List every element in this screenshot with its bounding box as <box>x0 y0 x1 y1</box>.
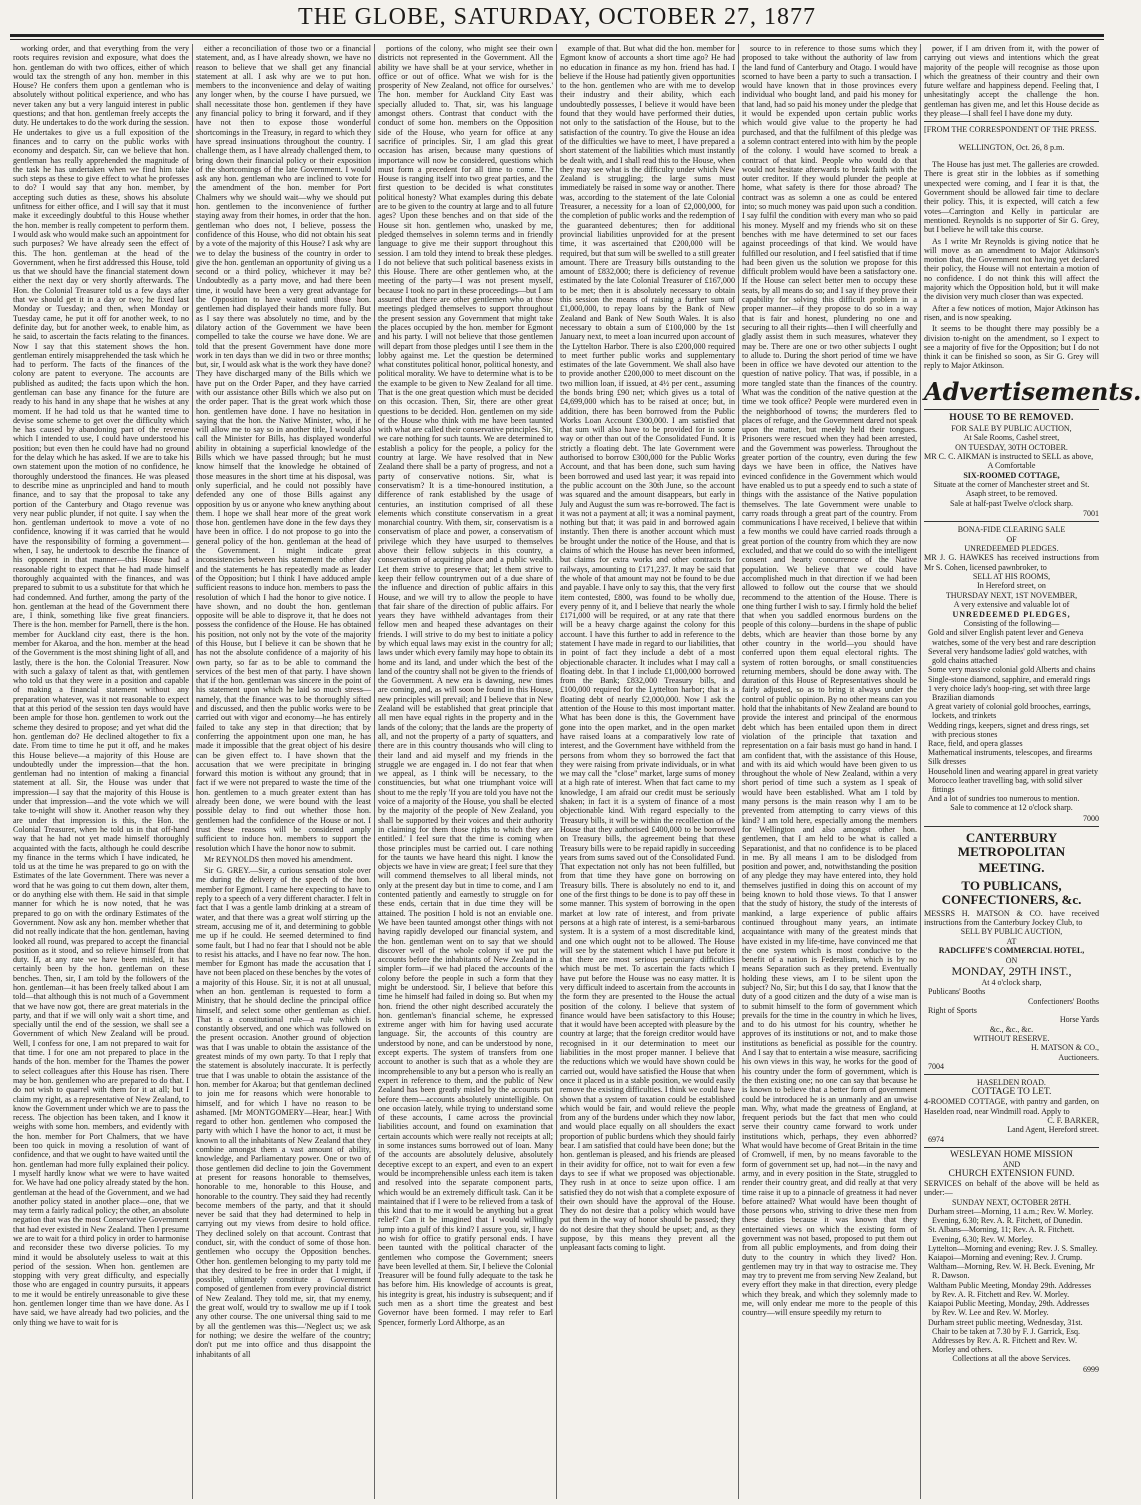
ad-line: Situate at the corner of Manchester street and St. Asaph street, to be removed. <box>933 480 1090 499</box>
ad-heading: BONA-FIDE CLEARING SALE <box>957 525 1066 535</box>
column-1 <box>10 44 192 1499</box>
ad-body: MESSRS H. MATSON & CO. have received instructions from the Canterbury Jockey Club, to <box>924 908 1099 928</box>
ad-line: Sale at half-past Twelve o'clock sharp. <box>950 498 1073 508</box>
article-text: power, if I am driven from it, with the power of carrying out views and intentions which the great majority of the people will recognise as those upon which the greatness of their country and their own future welfare and happiness depend. Feeling that, I unhesitatingly accept the challenge the hon. gentleman has given me, and let this House decide as they please—I shall feel I have done my duty. <box>924 44 1099 119</box>
divider <box>924 1147 1099 1148</box>
ad-list-item: Publicans' Booths <box>928 987 986 997</box>
ad-list-item: Single-stone diamond, sapphire, and emerald rings <box>928 674 1091 684</box>
press-dateline: WELLINGTON, Oct. 26, 8 p.m. <box>958 142 1065 152</box>
divider <box>924 1074 1099 1075</box>
ad-list-item: Some very massive colonial gold Alberts and chains <box>928 665 1096 675</box>
ad-meeting <box>924 831 1099 1072</box>
ad-list-item: &c., &c., &c. <box>989 1024 1034 1034</box>
masthead-rule <box>10 34 1104 37</box>
ad-list-item: Durham street—Morning, 11 a.m.; Rev. W. Morley. Evening, 6.30; Rev. A. R. Fitchett, of Dunedin. <box>928 1207 1094 1226</box>
ad-list-item: Household linen and wearing apparel in great variety <box>928 766 1098 776</box>
ad-list-item: Kaiapoi—Morning and evening; Rev. J. Crump. <box>928 1253 1083 1263</box>
ad-house-removed <box>924 413 1099 519</box>
column-3 <box>374 44 556 1499</box>
ad-cottage <box>924 1078 1099 1143</box>
ad-number: 7000 <box>1083 813 1099 823</box>
ad-body: 4-ROOMED COTTAGE, with pantry and garden, on Haselden road, near Windmill road. Apply to <box>924 1097 1099 1116</box>
ad-line: SELL AT HIS ROOMS, <box>972 572 1051 582</box>
ad-number: 7004 <box>928 1062 944 1072</box>
press-text: The House has just met. The galleries are crowded. There is great stir in the lobbies as if something unexpected were coming, and I fear it is that, the Government should be allowed fair time to declare their policy. This, it is expected, will catch a few votes—Carrington and Kelly in particular are mentioned. Reynolds is no supporter of Sir G. Grey, but I believe he will take this course. <box>924 160 1099 235</box>
ad-list-item: St. Albans—Morning, 11; Rev. A. R. Fitchett. Evening, 6.30; Rev. W. Morley. <box>928 1225 1075 1244</box>
article-text: portions of the colony, who might see their own districts not represented in the Government. All the ability we have shall be at your service, whether in office or out of office. What we wish for is the prosperity of New Zealand, not office for ourselves.' The hon. member for Auckland City East was specially alluded to. That, sir, was his language amongst others. Contrast that conduct with the conduct of some hon. members on the Opposition side of the House, who yearn for office at any sacrifice of principles. Sir, I am glad this great occasion has arisen, because many questions of importance will now be considered, questions which must form a precedent for all time to come. The House is ranging itself into two great parties, and the first question to be decided is what constitutes political honesty? What examples during this debate are to be given to the country at large and to all future ages? Upon these benches and on that side of the House sit hon. gentlemen who, unasked by me, pledged themselves in solemn terms and in friendly language to give me their support throughout this session. I am told they intend to break these pledges. I do not believe that such political baseness exists in this House. There are other gentlemen who, at the meeting of the party—I was not present myself, because I took no part in these proceedings—but I am assured that there are other gentlemen who at those meetings pledged themselves to support throughout the present session any Government that might take the places occupied by the hon. member for Egmont and his party. I will not believe that those gentlemen will depart from those pledges until I see them in the lobby against me. Let the question be determined what constitutes political honor, political honesty, and political morality. We have to determine what is to be the example to be given to New Zealand for all time. That is the one great question which must be decided on this occasion. Then, Sir, there are other great questions to be decided. Hon. gentlemen on my side of the House who think with me have been taunted with what are called their conservative principles. Sir, we care nothing for such taunts. We are determined to establish a policy for the people, a policy for the country at large. We have resolved that in New Zealand there shall be a party of progress, and not a party of conservative notions. Sir, what is conservatism? It is a time-honoured institution, a difference of rank established by the usage of centuries, an institution comprised of all these elements which constitute conservatism in a great monarchial country. With them, sir, conservatism is a conservatism of place and power, a conservatism of privilege which they have usurped to themselves above their fellow subjects in this country, a conservatism of acquiring place and a public wealth. Let them strive to preserve that; let them strive to keep their fellow countrymen out of a due share of the influence and direction of public affairs in this House, and we will try to allow the people to have that fair share of the direction of public affairs. For years they have withheld advantages from their fellow men and heaped these advantages on their friends. I will strive to do my best to initiate a policy by which equal laws may exist in the country for all; laws under which every family may hope to obtain its home and its land, and under which the best of the land of the country shall not be given to the friends of the Government. A new era is dawning, new times are coming, and, as will soon be found in this House, new principles will prevail; and I believe that in New Zealand will be established that great principle that all men have equal rights in the property and in the lands of the colony; that the lands are the property of all, and not the property of a party of squatters, and there are in this country thousands who will cling to their land and aid myself and my friends in the struggle we are engaged in. I do not fear that when we appeal, as I think will be necessary, to the constituencies, but what one triumphant voice will shout to me the reply 'If you are told you have not the voice of a majority of the House, you shall be elected by the majority of the people of New Zealand, you shall be supported by their voices and their authority in claiming for them those rights to which they are entitled.' I feel sure that the time is coming when those principles must be carried out. I care nothing for the taunts we have heard this night. I know the objects we have in view are great; I feel sure that they will commend themselves to all liberal minds, not only at the present day but in time to come, and I am contented patiently and earnestly to struggle on for these ends, certain that in due time they will be attained. The position I hold is not an enviable one. We have been taunted amongst other things with not having rapidly developed our financial system, and the hon. gentleman went on to say that we should discover well of the whole colony if we put the accounts before the inhabitants of New Zealand in a simpler form—if we had placed the accounts of the colony before the people in such a form that they might be understood. Sir, I believe that before this time he himself had failed in doing so. But when my hon. friend the other night described accurately the hon. gentleman's financial scheme, he expressed extreme anger with him for having used accurate language. Sir, the accounts of this country are understood by none, and can be understood by none, except experts. The system of transfers from one account to another is such that as a whole they are incomprehensible to any but a person who is really an expert in reference to them, and the public of New Zealand has been greatly misled by the accounts put before them—accounts absolutely unintelligible. On one occasion lately, while trying to understand some of these accounts, I came across the provincial liabilities account, and found on examination that certain accounts which were really not receipts at all; in some instances sums borrowed out of loan. Many of the accounts are absolutely delusive, absolutely deceptive except to an expert, and even to an expert would be incomprehensible unless each item is taken and resolved into the separate component parts, which would be an extremely difficult task. Can it be maintained that if I were to be relieved from a task of this kind that to me it would be anything but a great relief? Can it be imagined that I would willingly jump into a gulf of this kind? I assure you, sir, I have no wish for office to gratify personal ends. I have been taunted with the political character of the gentlemen who compose the Government; sneers have been levelled at them. Sir, I believe the Colonial Treasurer will be found fully adequate to the task he has before him. His knowledge of accounts is great, his integrity is great, his industry is subsequent; and if such men as a short time the greatest and best Governor have been formed. I may refer to Earl Spencer, formerly Lord Althorpe, as an <box>378 44 553 1327</box>
press-text: It seems to be thought there may possibly be a division to-night on the amendment, so I expect to see a majority of five for the Opposition; but I do not think it can be finished so soon, as Sir G. Grey will reply to Major Atkinson. <box>924 324 1099 371</box>
ad-list-item: Mathematical instruments, telescopes, and firearms <box>928 748 1093 758</box>
ad-list-item: Collections at all the above Services. <box>952 1354 1071 1364</box>
ad-line: At Sale Rooms, Cashel street, <box>963 433 1060 443</box>
masthead-rule-thin <box>10 39 1104 40</box>
ad-body: SERVICES on behalf of the above will be held as under:— <box>924 1179 1099 1198</box>
ad-line: A Comfortable <box>987 461 1036 471</box>
ad-number: 6974 <box>928 1134 944 1144</box>
press-text: After a few notices of motion, Major Atkinson has risen, and is now speaking. <box>924 303 1099 322</box>
ad-list-item: SUNDAY NEXT, OCTOBER 28TH. <box>952 1197 1071 1207</box>
ad-list-item: Lyttelton—Morning and evening; Rev. J. S. Smalley. <box>928 1243 1098 1253</box>
ad-list-item: Silk dresses <box>928 757 966 767</box>
columns <box>10 44 1141 1499</box>
ad-heading: HASELDEN ROAD. <box>977 1078 1046 1088</box>
ad-heading: UNREDEEMED PLEDGES. <box>964 544 1059 554</box>
ad-line: H. MATSON & CO., <box>1030 1043 1099 1053</box>
ad-list-item: Durham street public meeting, Wednesday, 31st. Chair to be taken at 7.30 by F. J. Garrick, Esq. Addresses by Rev. A. R. Fitchett and Rev. W. Morley and others. <box>928 1317 1083 1355</box>
ad-line: SIX-ROOMED COTTAGE, <box>963 470 1060 480</box>
ad-heading: CHURCH EXTENSION FUND. <box>948 1168 1075 1179</box>
ad-line: Sale to commence at 12 o'clock sharp. <box>950 803 1073 813</box>
article-text: source to in reference to those sums which they proposed to take without the authority of law from the land fund of Canterbury and Otago. I would have scorned to have been a party to such a transaction. I would have known that in those provinces every individual who bought land, and paid his money for that land, had so paid his money under the pledge that it would be expended upon certain public works which would give value to the property he had purchased, and that the fulfilment of this pledge was a solemn contract entered into with him by the people of the colony. I would have scorned to break a contract of that kind. People who would do that would not hesitate afterwards to break faith with the outer creditor. If they would plunder the people at home, what safety is there for those abroad? The contract was as solemn a one as could be entered into; so much money was paid upon such a condition. I say fulfil the condition with every man who so paid his money. Myself and my friends who sit on these benches with me have determined to set our faces against proceedings of that kind. We would have fulfilled our resolution, and I feel satisfied that if time had been given us the solution we propose for this difficult problem would have been a satisfactory one. If the House can select better men to occupy these seats, by all means do so; and I say if they prove their capability for solving this difficult problem in a proper manner—if they propose to do so in a way that is fair and honest, plundering no one and securing to all their rights—then I will cheerfully and gladly assist them in such measures, whatever they may be. There are one or two other subjects I ought to allude to. During the short period of time we have been in office we have devoted our attention to the question of native policy. That was, if possible, in a more tangled state than the finances of the country. What was the condition of the native question at the time we took office? People were murdered even in the neighborhood of towns; the murderers fled to places of refuge, and the Government dared not speak upon the matter, but meekly held their tongues. Prisoners were rescued when they had been arrested, and the Government was powerless. Throughout the greater portion of the country, even during the few days we have been in office, the Natives have evinced confidence in the Government which would have enabled us to put a speedy end to such a state of things with the assistance of the Native population themselves. The late Government were unable to carry roads through a great part of the country. From communications I have received, I believe that within a few months we could have carried roads through a great portion of the country from which they are now excluded, and that we could do so with the intelligent consent and hearty concurrence of the Native population. We believe that we could have accomplished much in that direction if we had been allowed to follow out the course that we should recommend to the attention of the House. There is one thing further I wish to say. I firmly hold the belief that when you saddled enormous burdens on the people of this colony—burdens in the shape of public debts, which are heavier than those borne by any other country in the world—you should have conferred upon them equal electoral rights. The system of rotten boroughs, or small constituencies returning members, should be done away with. The duration of this House of Representatives should be fairly adjusted, so as to bring it always under the control of public opinion. By no other means can you hold that the inhabitants of New Zealand are bound to provide the interest and principal of the enormous debt which has been entailed upon them in direct violation of the principle that taxation and representation on a fair basis must go hand in hand. I am confident that, with the assistance of this House, and with its aid which would have been given to us throughout the whole of New Zealand, within a very short period of time such a system as I speak of would have been established. What am I told by many persons is the main reason why I am to be prevented from attempting to carry views of this kind? I am told here, especially among the members for Wellington and also amongst other hon. gentlemen, that I am held to be what is called a Separationist, and that no confidence is to be placed in me. By all means I am to be dislodged from position and power, and, notwithstanding the position of any pledge they may have entered into, they hold themselves justified in doing this on account of my being known to hold those views. To that I answer that the study of history, the study of the interests of mankind, a large experience of public affairs continued throughout many years, an intimate acquaintance with many of the greatest minds that have existed in my life-time, have convinced me that the one system which is most conducive to the benefit of a nation is Federalism, which is by no means Separation such as they pretend. Eventually holding these views, am I to be silent upon the subject? No, Sir; but this I do say, that I know that the duty of a good citizen and the duty of a wise man is to submit himself to the form of government which prevails for the time in the country in which he lives, and to do his utmost for his country, whether he approves of its institutions or not, and to make those institutions as beneficial as possible for the country. And I say that to entertain a wise measure, sacrificing his own views in this way, he works for the good of his country under the form of government, which is the then existing one; no one can say that because he is known to believe that a better form of government could be introduced he is an unmanly and an unwise man. Why, what made the greatness of England, at frequent periods but the fact that men who could serve their country came forward to work under institutions which, perhaps, they even abhorred? What would have become of Great Britain in the time of Cromwell, if men, by no means favorable to the form of government set up, had not—in the navy and army, and in every position in the State, struggled to render their country great, and did really at that very time raise it up to a pinnacle of greatness it had never before attained? What would have been thought of those persons who, striving to drive these men from these duties because it was known that they entertained views on which the existing form of government was not based, proposed to put them out from all public employments, and from doing their duty to the country in which they lived? Hon. gentlemen may try in that way to ostracise me. They may try to prevent me from serving New Zealand, but every effort they make in that direction, every pledge which they break, and which they solemnly made to me, will only endear me more to the people of this country—will ensure speedily my return to <box>742 44 917 1318</box>
ad-line: AT <box>1006 936 1017 946</box>
ad-line: Consisting of the following— <box>963 619 1060 629</box>
ad-line: AND <box>1002 1160 1021 1170</box>
ad-list-item: Right of Sports <box>928 1005 977 1015</box>
ad-list-item: Waltham—Morning, Rev. W. H. Beck. Evening, Mr R. Dawson. <box>928 1262 1095 1281</box>
ad-line: ON <box>1005 955 1018 965</box>
ad-list-item: And a lot of sundries too numerous to mention. <box>928 794 1080 804</box>
article-text: Mr REYNOLDS then moved his amendment. <box>204 854 353 864</box>
ad-list-item: Race, field, and opera glasses <box>928 738 1023 748</box>
ad-line: OF <box>1006 534 1017 544</box>
ad-line: Auctioneers. <box>1058 1052 1099 1062</box>
masthead-title: THE GLOBE, SATURDAY, OCTOBER 27, 1877 <box>298 4 816 30</box>
ad-line: A very extensive and valuable lot of <box>953 600 1070 610</box>
column-2 <box>192 44 374 1499</box>
masthead <box>0 4 1114 31</box>
column-4 <box>556 44 738 1499</box>
press-text: As I write Mr Reynolds is giving notice that he will move as an amendment to Major Atkinson's motion that, the Government not having yet declared their policy, the House will not entertain a motion of no confidence. I do not think this will affect the majority which the Opposition hold, but it will make the division very much closer than was expected. <box>924 236 1099 302</box>
ad-list-item: Gold and silver English patent lever and Geneva watches, some of the very best and rare description <box>928 628 1096 647</box>
article-text: either a reconciliation of those two or a financial statement, and, as I have already shown, we have no reason to believe that we shall get any financial statement at all. I ask why are we to put hon. members to the inconvenience and delay of waiting any longer when, by the course I have pursued, we shall necessitate those hon. gentlemen if they have any financial policy to bring it forward, and if they have not then to expose those wonderful shortcomings in the Treasury, in regard to which they have spread insinuations throughout the country. I challenge them, as I have already challenged them, to bring down their financial policy or their exposition of the shortcomings of the late Government. I would ask any hon. gentleman who are inclined to vote for the amendment of the hon. member for Port Chalmers why we should wait—why we should put hon. gentlemen to the inconvenience of further staying away from their homes, in order that the hon. gentleman who does not, I believe, possess the confidence of this House, who did not obtain his seat by a vote of the majority of this House? I ask why are we to delay the business of the country in order to give the hon. gentleman an opportunity of giving us a second or a third policy, whichever it may be? Undoubtedly as a party move, and had there been time, it would have been a very great advantage for the Opposition to have waited until those hon. gentlemen had displayed their hands more fully. But as I say there was absolutely no time, and by the dilatory action of the Government we have been compelled to take the course we have done. We are told that the present Government have done more work in ten days than we did in two or three months; but, sir, I would ask what is the work they have done? They have discharged many of the Bills which we have put on the Order Paper, and they have carried with our assistance other Bills which we also put on the order paper. That is the great work which those hon. gentlemen have done. I have no hesitation in saying that the hon. the Native Minister, who, if he will allow me to say so in another title, I would also call the Minister for Bills, has displayed wonderful ability in obtaining a superficial knowledge of the Bills which we have passed through; but he must know himself that the knowledge he obtained of those measures in the short time at his disposal, was only superficial, and he could not possibly have defended any one of those Bills against any opposition by us or anyone who knew anything about them. I hope we shall hear more of the great work those hon. gentlemen have done in the few days they have been in office. I do not propose to go into the general policy of the hon. gentleman at the head of the Government. I might indicate great inconsistencies between his statement the other day and the statements he has repeatedly made as leader of the Opposition; but I think I have adduced ample sufficient reasons to induce hon. members to pass the resolution of which I had the honor to give notice. I have shown, and no doubt the hon. gentleman opposite will be able to disprove it, that he does not possess the confidence of the House. He has obtained his position, not only not by the vote of the majority of this House, but I believe it can be shown that he has not the absolute confidence of a majority of his own party, so far as to be able to command the services of the best men of that party. I have shown that if the hon. gentleman was sincere in the point of his statement upon which he laid so much stress—namely, that the finance was to be thoroughly sifted and discussed, and then the public works were to be carried out with vigor and economy—he has entirely failed to take any step in that direction; that by conferring the appointment upon one man, he has made it impossible that the great object of his desire can be given effect to. I have shown that the accusation that we were precipitate in bringing forward this motion is without any ground; that in fact if we were not prepared to waste the time of the hon. gentlemen to a much greater extent than has already been done, we were bound with the least possible delay to find out whether those hon. gentlemen had the confidence of the House or not. I trust these reasons will be considered amply sufficient to induce hon. members to support the resolution which I have the honor now to submit. <box>196 44 371 853</box>
ad-list-item: Kaiapoi Public Meeting, Monday, 29th. Addresses by Rev. W. Lee and Rev. W. Morley. <box>928 1299 1090 1318</box>
ad-number: 7001 <box>1083 509 1099 519</box>
ad-list-item: Wedding rings, keepers, signet and dress rings, set with precious stones <box>928 720 1090 739</box>
divider <box>924 121 1099 122</box>
ad-list-item: Confectioners' Booths <box>1028 996 1099 1006</box>
ad-body: MR C. C. AIKMAN is instructed to SELL as above, <box>924 451 1094 461</box>
divider <box>924 409 1099 410</box>
article-text: working order, and that everything from the very roots requires revision and exposure, what does the hon. gentleman do with two offices, either of which would tax the strength of any hon. member in this House? He confers them upon a gentleman who is absolutely without political experience, and who has never taken any but a very languid interest in public questions; and that hon. gentleman freely accepts the duty. He undertakes to do the work during the session. He undertakes to give us a full exposition of the finances and to carry on the public works with economy and despatch. Sir, can we believe that hon. gentleman has really apprehended the magnitude of the task he has undertaken when we find him take such steps as these to give effect to what he professes to do? I would say that any hon. member, by accepting such duties as these, shows his absolute unfitness for either office, and I will say that it must make it exceedingly doubtful to this House whether the hon. member is really competent to perform them. I would ask who would make such an appointment for such purposes? We have already seen the effect of this. The hon. gentleman at the head of the Government, when he first addressed this House, told us that we should have the financial statement down either the next day or very shortly afterwards. The Hon. the Colonial Treasurer told us a few days after that we should get it in a day or two; he fixed last Monday or Tuesday; and then, when Monday or Tuesday came, he put it off for another week, to no definite day, but for another week, to enable him, as he said, to ascertain the facts relating to the finances. Now I say that this statement shows the hon. gentleman entirely misapprehended the task which he had to perform. The facts of the finances of the colony are patent to everyone. The accounts are published as audited; the facts upon which the hon. gentleman can base any finance for the future are ready to his hand in any shape that he wishes at any moment. If he had told us that he wanted time to devise some scheme to get over the difficulty which he has caused by abandoning part of the revenue which I intended to use, I could have understood his position; but even then he could have had no ground for the delay which he has asked. If we are to take his own statement upon the motion of no confidence, he thoroughly understood the finances. He was pleased to describe mine as unprincipled and hand to mouth finance, and to say that the proposal to take any portion of the Canterbury and Otago revenue was very near public plunder, if not quite. I say when the hon. gentleman undertook to move a vote of no confidence, knowing if it was carried that he would have the responsibility of forming a government—when, I say, he undertook to describe the finance of his opponent in that manner—this House had a reasonable right to expect that he had made himself thoroughly acquainted with the finances, and was prepared to submit to us a substitute for that which he had condemned. And further, among the party of the hon. gentleman at the head of the Government there are, I think, something like five great financiers. There is the hon. member for Parnell, there is the hon. member for Auckland city east, there is the hon. member for Akaroa, and the hon. member at the head of the Government is the most shining light of all, and lastly, there is the hon. the Colonial Treasurer. Now with such a galaxy of talent as that, with gentlemen who told us that they were in a position and capable of making a financial statement without any preparation whatever, was it not reasonable to expect that at this period of the session ten days would have been ample for those hon. gentlemen to work out the scheme they desired to propose; and yet what did the hon. gentleman do? He declined altogether to fix a date. From time to time he put it off, and he makes this House believe—a majority of this House are undoubtedly under the impression—that the hon. gentleman had no intention of making a financial statement at all. Sir, the House was under that impression—I say that the majority of this House is under that impression—and the vote which we will take to-night will show it. Another reason why they are under that impression is this, the Hon. the Colonial Treasurer, when he told us in that off-hand way that he had not yet made himself thoroughly acquainted with the facts, although he could describe my finance in the terms which I have indicated, he told us at the time he was prepared to go on with the Estimates of the late Government. There was never a word that he was going to cut them down, alter them, or do anything else with them. He said in that simple manner for which he is now noted, that he was prepared to go on with the ordinary Estimates of the Government. Now ask any hon. member whether that did not really indicate that the hon. gentleman, having looked all round, was prepared to accept the financial position as it stood, and so relieve himself from that duty. If, at any rate we have been misled, it has certainly been by the hon. gentleman on these benches. Then, sir, I am told by the followers of the hon. gentleman—it has been freely talked about I am told—that although this is not much of a Government that we have now got, there are great materials in the party, and that if we will only wait a short time, and specially until the end of the session, we shall see a Government of which New Zealand will be proud. Well, I confess for one, I am not prepared to wait for that time. I for one am not prepared to place in the hands of the hon. member for the Thames the power to select colleagues after this House has risen. There may be hon. gentlemen who are prepared to do that. I do not wish to quarrel with them for it at all; but I claim my right, as a representative of New Zealand, to know the Government under which we are to pass the recess. The objection has been taken, and I know it weighs with some hon. members, and evidently with the hon. member for Port Chalmers, that we have been too quick in moving a resolution of want of confidence, and that we ought to have waited until the hon. gentleman had more fully explained their policy. I myself hardly know what we were to have waited for. We have had one policy already stated by the hon. gentleman at the head of the Government, and we had another policy stated in another place—one, that we may term a fairly radical policy; the other, an absolute negation that was the most Conservative Government that had ever existed in New Zealand. Then I presume we are to wait for a third policy in order to harmonise and reconsider these two diverse policies. To my mind it would be absolutely useless to wait at this period of the session. When hon. gentlemen are stopping with very great difficulty, and especially those who are engaged in country pursuits, it appears to me it would be entirely unreasonable to give these hon. gentlemen longer time than we have done. As I have said, we have already had two policies, and the only thing we have to wait for is <box>13 44 190 1327</box>
ad-number: 6999 <box>1083 1364 1099 1374</box>
ad-heading: CANTERBURY METROPOLITAN <box>957 829 1066 859</box>
ad-line: At 4 o'clock sharp, <box>981 977 1042 987</box>
ad-line: ON TUESDAY, 30TH OCTOBER. <box>955 442 1068 452</box>
ad-heading: COTTAGE TO LET. <box>971 1086 1052 1097</box>
ad-line: MONDAY, 29TH INST., <box>951 963 1072 978</box>
ad-line: Land Agent, Hereford street. <box>1007 1125 1099 1135</box>
divider <box>924 521 1099 522</box>
ad-line: SELL BY PUBLIC AUCTION, <box>960 927 1063 937</box>
ad-list-item: 1 very choice lady's hoop-ring, set with three large Brazilian diamonds <box>928 683 1090 702</box>
ad-line: WITHOUT RESERVE. <box>973 1034 1050 1043</box>
press-header: [FROM THE CORRESPONDENT OF THE PRESS. <box>924 125 1097 135</box>
ad-list-item: Horse Yards <box>1059 1015 1099 1025</box>
ad-body: MR J. G. HAWKES has received instructions from Mr S. Cohen, licensed pawnbroker, to <box>924 553 1099 572</box>
column-6 <box>920 44 1141 1499</box>
article-text: example of that. But what did the hon. member for Egmont know of accounts a short time ago? He had no education in finance as my hon. friend has had. I believe if the House had patiently given opportunities to the hon. gentlemen who are with me to develop their industry and their ability, which each undoubtedly possesses, I believe it would have been found that they would have performed their duties, not only to the satisfaction of the House, but to the satisfaction of the country. To give the House an idea of the difficulties we have to meet, I have prepared a short statement of the liabilities which must instantly be dealt with, and I shall read this to the House, when they may see what is the difficulty under which New Zealand is struggling; the large sums must immediately be raised in some way or another. There was, according to the statement of the late Colonial Treasurer, a necessity for a loan of £2,000,000, for the completion of public works and the redemption of the guaranteed debentures; then for additional provincial liabilities unprovided for at the present time, it was ascertained that £200,000 will be required, but that sum will be swelled to a still greater amount. There are Treasury bills outstanding to the amount of £832,000; there is deficiency of revenue estimated by the late Colonial Treasurer of £167,000 to be met; then it is absolutely necessary to obtain this session the means of raising a further sum of £1,000,000, to repay loans by the Bank of New Zealand and Bank of New South Wales. It is also necessary to obtain a sum of £100,000 by the 1st January next, to meet a loan incurred upon account of the Lyttelton Harbor. There is also £200,000 required to meet further public works and supplementary estimates of the late Government. We shall also have to provide another £200,000 to meet discount on the two million loan, if issued, at 4½ per cent., assuming the bonds bring £90 net; which gives us a total of £4,699,000 which has to be raised at once; but, in addition, there has been borrowed from the Public Works Loan Account £300,000. I am satisfied that that sum will also have to be provided for in some way or other than out of the Consolidated Fund. It is strictly a floating debt. The late Government were authorised to borrow £300,000 for the Public Works Account, and that has been done, such sum having been borrowed and used last year; it was repaid into the public account on the 30th June, so the account was squared and the amount disappears, but early in July and August the sum was re-borrowed. The fact is it was not a payment at all; it was a nominal payment, nothing but that; it was paid in and borrowed again instantly. Then there is another account which must be brought under the notice of the House, and that is claims of which the House has never been informed, but claims for extra works and other contracts for railways, amounting to £171,237. It may be said that the whole of that amount may not be found to be due and payable. I have only to say this, that the very first item contested, £800, was found to be wholly due, every penny of it, and I believe that nearly the whole £171,000 will be required, or at any rate that there will be a heavy charge against the colony for this account. I have this further to add in reference to the statement I have made in regard to our liabilities, that in point of fact they include a debt of a most objectionable character. It includes what I may call a floating debt. In that I include £1,000,000 borrowed from the Bank; £832,000 Treasury bills, and £100,000 required for the Lyttelton harbor; that is a floating debt of nearly £2,000,000. Now I ask the attention of the House to this most important matter. What has been done is this, the Government have gone into the open market, and in the open market have raised loans at a comparatively low rate of interest, and the Government have withheld from the persons from whom they so borrowed the fact that they were raising from private individuals, or in what we may call the "close" market, large sums of money at a high rate of interest. When that fact came to my knowledge, I am afraid our credit must be seriously shaken; in fact it is a system of finance of a most objectionable kind. With regard especially to the Treasury bills, it will be within the recollection of the House that they authorised £400,000 to be borrowed on Treasury bills, the agreement being that these Treasury bills were to be repaid rapidly in succeeding years from sums saved out of the Consolidated Fund. That expectation not only has not been fulfilled, but from that time they have gone on borrowing on Treasury bills. There is absolutely no end to it, and one of the first things to be done is to pay off these in some manner. This system of borrowing in the open market at low rate of interest, and from private persons at a high rate of interest, is a semi-barbarous system. It is a system of a most discreditable kind, and one which ought not to be allowed. The House will see by the statement which I have put before it that there are most serious pecuniary difficulties which must be met. To ascertain the facts which I have put before the House was no easy matter. It is very difficult indeed to ascertain from the accounts in the form they are presented to the House the actual position of the colony. I believe that system of finance would have been satisfactory to this House; that it would have been accepted with pleasure by the country at large; that the foreign creditor would have recognised in it our determination to meet our liabilities in the most proper manner. I believe that the reductions which we would have shown could be carried out, would have satisfied the House that when once it placed us in a stable position, we would easily remove the existing difficulties. I think we could have shown that a system of taxation could be established which would be fair, and would relieve the people from any of the burdens under which they now labor, and would place equally on all shoulders the exact proportion of public burdens which they should fairly bear. I am satisfied that could have been done; but the hon. gentleman is pleased, and his friends are pleased in their avidity for office, not to wait for even a few days to see if what we proposed was objectionable. They rush in at once to seize upon office. I am satisfied they do not wish that a complete exposure of their own should have the approval of the House. They do not desire that a policy which would have put them in the way of honor should be passed; they do not desire that they should be upset; and, as they suppose, by this means they prevent all the unpleasant facts coming to light. <box>560 44 735 1253</box>
ad-line: C. F. BARKER, <box>1047 1115 1099 1125</box>
ad-list-item: A great variety of colonial gold brooches, earrings, lockets, and trinkets <box>928 702 1091 721</box>
ad-heading: TO PUBLICANS, CONFECTIONERS, &c. <box>941 877 1082 907</box>
ad-line: In Hereford street, on <box>977 581 1046 591</box>
ad-pledges <box>924 525 1099 823</box>
ad-line: THURSDAY NEXT, 1ST NOVEMBER, <box>945 590 1078 600</box>
column-5 <box>738 44 920 1499</box>
ad-list-item: Morocco leather travelling bag, with solid silver fittings <box>928 775 1083 794</box>
divider <box>924 826 1099 827</box>
article-text: Sir G. GREY.—Sir, a curious sensation stole over me during the delivery of the speech of the hon. member for Egmont. I came here expecting to have to reply to a speech of a very different character. I felt in fact that I was a gentle lamb drinking at a stream of water, and that there was a great wolf stirring up the stream, accusing me of it, and determining to gobble me up if he could. He seemed determined to find some fault, but I had no fear that I should not be able to resist his attacks, and I have no fear now. The hon. member for Egmont has made the accusation that I have not been placed on these benches by the votes of a majority of this House. Sir, it is not at all unusual, when an hon. gentleman is requested to form a Ministry, that he should decline the principal office himself, and select some other gentleman as chief. That is a constitutional rule—a rule which is constantly observed, and one which was followed on the present occasion. Another ground of objection was that I was unable to obtain the assistance of the greatest minds of my own party. To that I reply that the statement is absolutely inaccurate. It is perfectly true that I was unable to obtain the assistance of the hon. member for Akaroa; but that gentleman declined to join me for reasons which were honorable to himself, and for which I have no reason to be ashamed. [Mr MONTGOMERY—Hear, hear.] With regard to other hon. gentlemen who composed the party with which I have the honor to act, it must be known to all the inhabitants of New Zealand that they combine amongst them a vast amount of ability, knowledge, and Parliamentary power. One or two of those gentlemen did decline to join the Government at present for reasons honorable to themselves, honorable to me, honorable to this House, and honorable to the country. They said they had recently become members of the party, and that it should never be said that they had determined to help in carrying out my views from desire to hold office. They declined solely on that account. Contrast that conduct, sir, with the conduct of some of those hon. gentlemen who occupy the Opposition benches. Other hon. gentlemen belonging to my party told me that they desired to be free in order that I might, if possible, ultimately constitute a Government composed of gentlemen from every provincial district of New Zealand. They told me, sir, that my enemy, the great wolf, would try to swallow me up if I took any other course. The one universal thing said to me by all the gentlemen was this—'Neglect us; we ask for nothing; we desire the welfare of the country; don't put me into office and thus disappoint the inhabitants of all <box>196 866 371 1359</box>
advertisements-heading: Advertisements. <box>924 376 1141 406</box>
ad-heading: WESLEYAN HOME MISSION <box>950 1149 1073 1160</box>
ad-heading: HOUSE TO BE REMOVED. <box>949 412 1074 423</box>
ad-line: RADCLIFFE'S COMMERCIAL HOTEL, <box>938 946 1085 956</box>
ad-wesleyan <box>924 1151 1099 1374</box>
ad-heading: MEETING. <box>978 859 1045 875</box>
ad-line: FOR SALE BY PUBLIC AUCTION, <box>951 423 1072 433</box>
ad-line: UNREDEEMED PLEDGES, <box>952 609 1071 619</box>
ad-list-item: Waltham Public Meeting, Monday 29th. Addresses by Rev. A. R. Fitchett and Rev. W. Morley. <box>928 1280 1092 1299</box>
ad-list-item: Several very handsome ladies' gold watches, with gold chains attached <box>928 646 1087 666</box>
